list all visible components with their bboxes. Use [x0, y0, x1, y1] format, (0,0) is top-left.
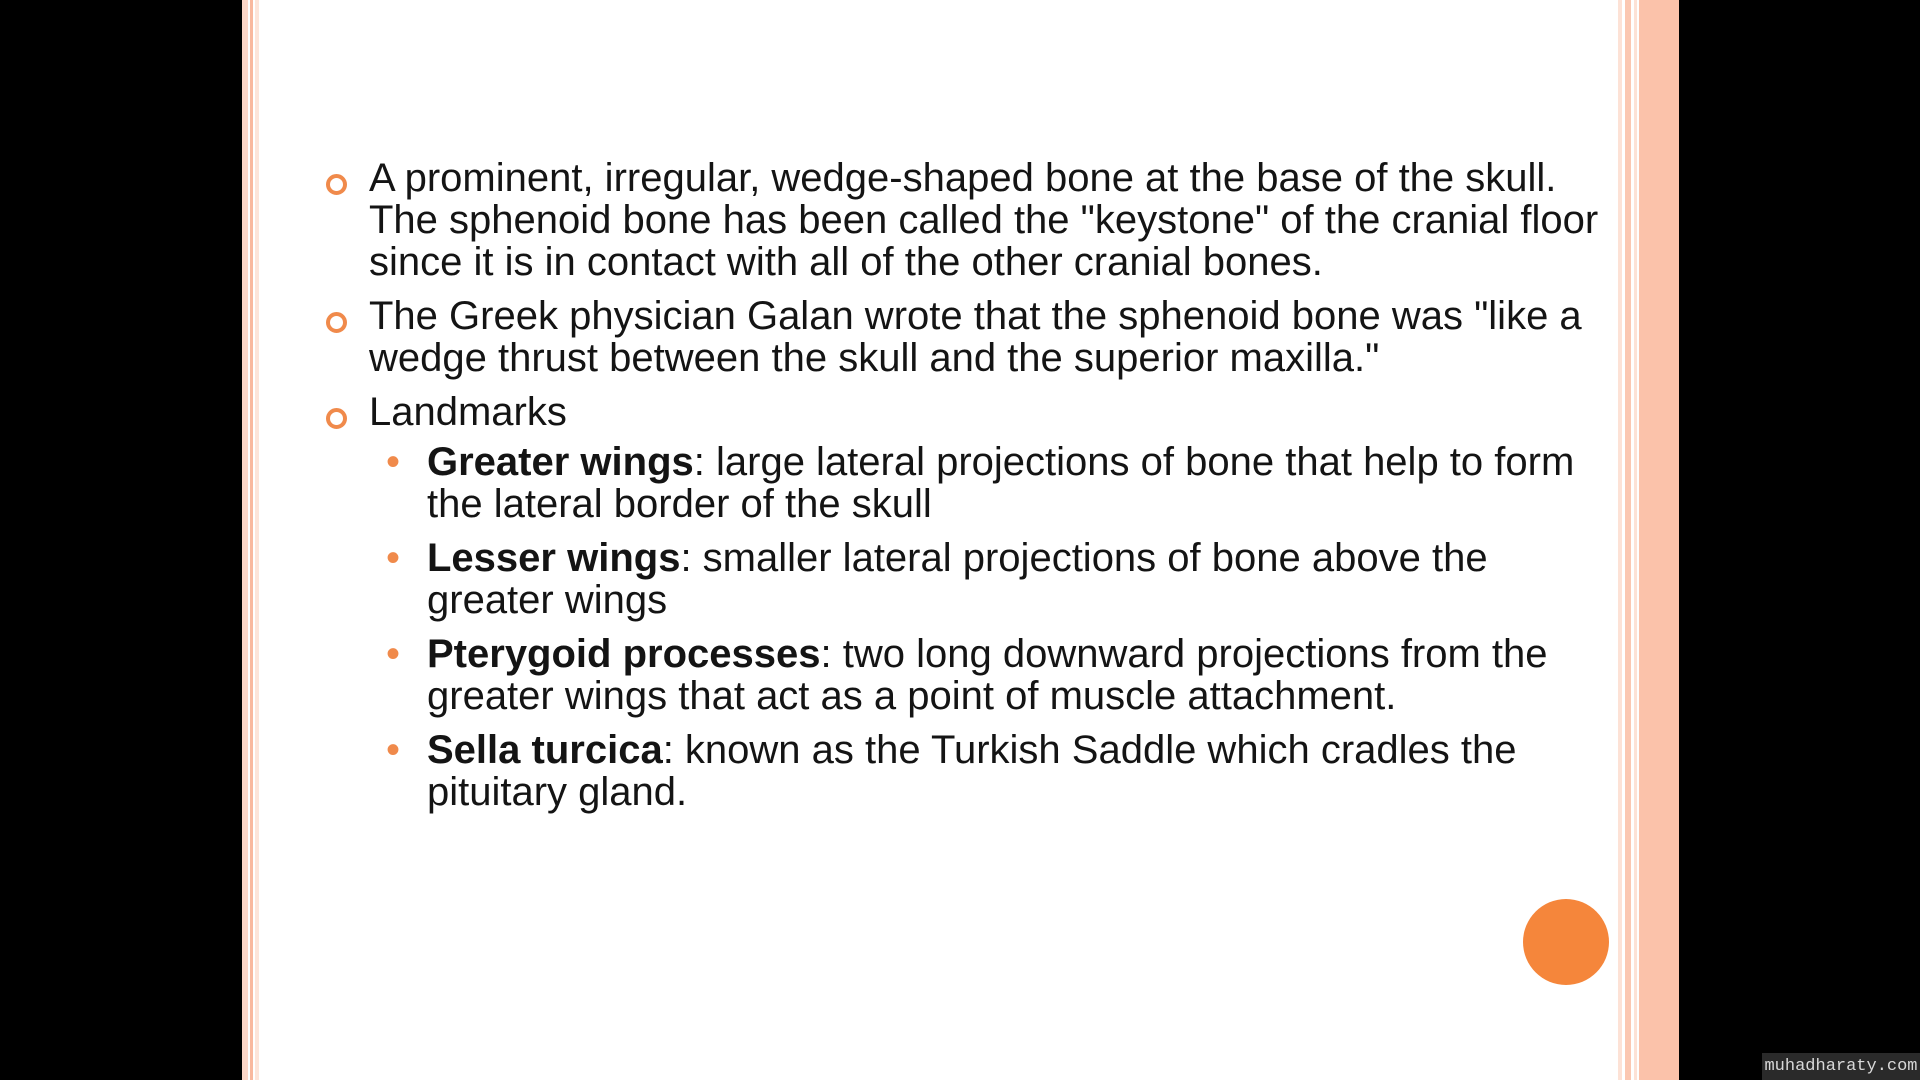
bullet-item [326, 157, 1616, 283]
right-border-band [1639, 0, 1679, 1080]
bullet-text: A prominent, irregular, wedge-shaped bone at the base of the skull. The sphenoid bone has been called the "keystone" of the cranial floor since it is in contact with all of the other cranial bones. [369, 156, 1599, 284]
landmark-description: : two long downward projections from the greater wings that act as a point of muscle attachment. [427, 632, 1548, 718]
orange-circle-decoration [1523, 899, 1609, 985]
filled-dot-bullet-icon: • [386, 440, 401, 484]
landmark-item [386, 440, 1601, 526]
landmark-description: : known as the Turkish Saddle which cradles the pituitary gland. [427, 728, 1517, 814]
bullet-item [326, 391, 1616, 433]
slide [242, 0, 1679, 1080]
filled-dot-bullet-icon: • [386, 536, 401, 580]
left-border-stripe [255, 0, 259, 1080]
slide-content [326, 157, 1616, 825]
bullet-item [326, 295, 1616, 379]
filled-dot-bullet-icon: • [386, 728, 401, 772]
landmark-term: Greater wings [427, 440, 694, 484]
right-border-stripe [1618, 0, 1622, 1080]
bullet-text: The Greek physician Galan wrote that the sphenoid bone was "like a wedge thrust between the skull and the superior maxilla." [369, 294, 1582, 380]
right-border-stripe [1634, 0, 1637, 1080]
landmark-item [386, 536, 1601, 622]
landmark-item [386, 632, 1601, 718]
hollow-circle-bullet-icon [326, 312, 347, 333]
watermark: muhadharaty.com [1762, 1053, 1920, 1080]
hollow-circle-bullet-icon [326, 408, 347, 429]
landmark-term: Lesser wings [427, 536, 681, 580]
bullet-text: Landmarks [369, 390, 567, 434]
landmark-term: Pterygoid processes [427, 632, 821, 676]
right-border-stripe [1625, 0, 1631, 1080]
landmark-item [386, 728, 1601, 814]
landmark-term: Sella turcica [427, 728, 663, 772]
left-border-stripe [242, 0, 248, 1080]
hollow-circle-bullet-icon [326, 174, 347, 195]
landmark-description: : smaller lateral projections of bone above the greater wings [427, 536, 1488, 622]
filled-dot-bullet-icon: • [386, 632, 401, 676]
landmark-description: : large lateral projections of bone that help to form the lateral border of the skull [427, 440, 1575, 526]
left-border-stripe [250, 0, 253, 1080]
